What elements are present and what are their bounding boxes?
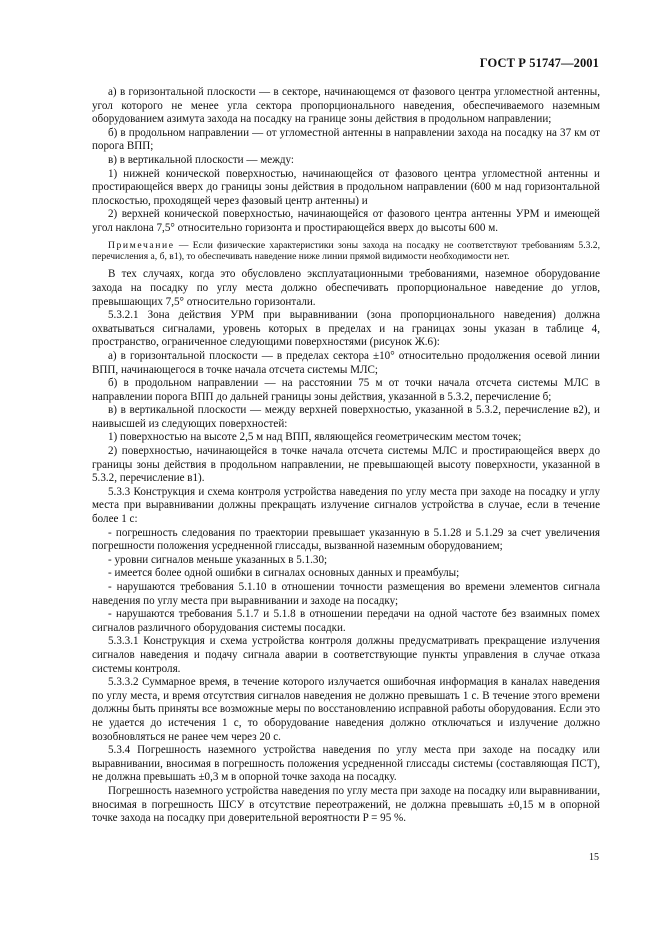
document-header: ГОСТ Р 51747—2001 [479,56,599,70]
paragraph: В тех случаях, когда это обусловлено эксплуатационными требованиями, наземное оборудование захода на посадку по углу места должно обеспечивать пропорциональное наведение до углов, превышающих 7,5° относительно горизонтали. [92,268,600,308]
note-label: Примечание [108,239,175,251]
paragraph: - уровни сигналов меньше указанных в 5.1.30; [108,553,328,566]
paragraph: а) в горизонтальной плоскости — в секторе, начинающемся от фазового центра угломестной антенны, угол которого не менее угла сектора пропорционального наведения, обеспечиваемого наземным оборудованием азимута захода на посадку на границе зоны действия в продольном направлении; [92,86,600,126]
paragraph: б) в продольном направлении — на расстоянии 75 м от точки начала отсчета системы МЛС в направлении порога ВПП до дальней границы зоны действия, указанной в 5.3.2, перечисление б; [92,377,600,403]
paragraph: в) в вертикальной плоскости — между верхней поверхностью, указанной в 5.3.2, перечисление в2), и наивысшей из следующих поверхностей: [92,404,600,430]
paragraph: 5.3.4 Погрешность наземного устройства наведения по углу места при заходе на посадку или выравнивании, вносимая в погрешность положения усредненной глиссады системы (составляющая ПСТ), не должна превышать ±0,3 м в опорной точке захода на посадку. [92,744,600,784]
paragraph: - имеется более одной ошибки в сигналах основных данных и преамбулы; [108,567,460,580]
paragraph: 2) поверхностью, начинающейся в точке начала отсчета системы МЛС и простирающейся вверх до границы зоны действия в продольном направлении, не превышающей высоту поверхности, указанной в 5.3.2, перечисление в1). [92,445,600,485]
document-body [92,86,600,826]
paragraph: 1) поверхностью на высоте 2,5 м над ВПП, являющейся геометрическим местом точек; [108,431,522,444]
paragraph: а) в горизонтальной плоскости — в пределах сектора ±10° относительно продолжения осевой линии ВПП, начинающегося в точке начала отсчета системы МЛС; [92,349,600,376]
paragraph: б) в продольном направлении — от угломестной антенны в направлении захода на посадку на 37 км от порога ВПП; [92,126,600,153]
paragraph: 5.3.2.1 Зона действия УРМ при выравнивании (зона пропорционального наведения) должна охватываться сигналами, уровень которых в пределах и на границах зоны указан в таблице 4, пространство, ограниченное следующими поверхностями (рисунок Ж.6): [92,309,600,349]
paragraph: - нарушаются требования 5.1.10 в отношении точности размещения во времени элементов сигнала наведения по углу места при выравнивании и заходе на посадку; [92,581,600,607]
note-text: — Если физические характеристики зоны захода на посадку не соответствуют требованиям 5.3.2, перечисления а, б, в1), то обеспечивать наведение ниже линии прямой видимости необходимости нет. [92,239,600,262]
paragraph: 5.3.3 Конструкция и схема контроля устройства наведения по углу места при заходе на посадку и углу места при выравнивании должны прекращать излучение сигналов устройства в случае, если в течение более 1 с: [92,485,600,526]
paragraph: 2) верхней конической поверхностью, начинающейся от фазового центра антенны УРМ и имеющей угол наклона 7,5° относительно горизонта и простирающейся вверх до высоты 600 м. [92,208,600,234]
page-number: 15 [589,852,599,863]
paragraph: 5.3.3.1 Конструкция и схема устройства контроля должны предусматривать прекращение излучения сигналов наведения и подачу сигнала аварии в соответствующие пункты управления в случае отказа системы контроля. [92,635,600,675]
paragraph: 5.3.3.2 Суммарное время, в течение которого излучается ошибочная информация в каналах наведения по углу места, и время отсутствия сигналов наведения не должно превышать 1 с. В течение этого времени должны быть приняты все возможные меры по восстановлению исправной работы оборудования. Если это не удается до истечения 1 с, то оборудование наведения должно отключаться и излучение должно возобновляться не ранее чем через 20 с. [92,676,600,743]
paragraph: Погрешность наземного устройства наведения по углу места при заходе на посадку или выравнивании, вносимая в погрешность ШСУ в отсутствие переотражений, не должна превышать ±0,15 м в опорной точке захода на посадку при доверительной вероятности P = 95 %. [92,784,600,825]
paragraph: 1) нижней конической поверхностью, начинающейся от фазового центра угломестной антенны и простирающейся вверх до границы зоны действия в продольном направлении (600 м над горизонтальной плоскостью, проходящей через фазовый центр антенны) и [92,167,600,207]
note [92,240,600,263]
paragraph: - погрешность следования по траектории превышает указанную в 5.1.28 и 5.1.29 за счет увеличения погрешности положения усредненной глиссады, вызванной наземным оборудованием; [92,526,600,553]
paragraph: - нарушаются требования 5.1.7 и 5.1.8 в отношении передачи на одной частоте без взаимных помех сигналов различного оборудования системы посадки. [92,608,600,634]
paragraph: в) в вертикальной плоскости — между: [108,153,294,166]
